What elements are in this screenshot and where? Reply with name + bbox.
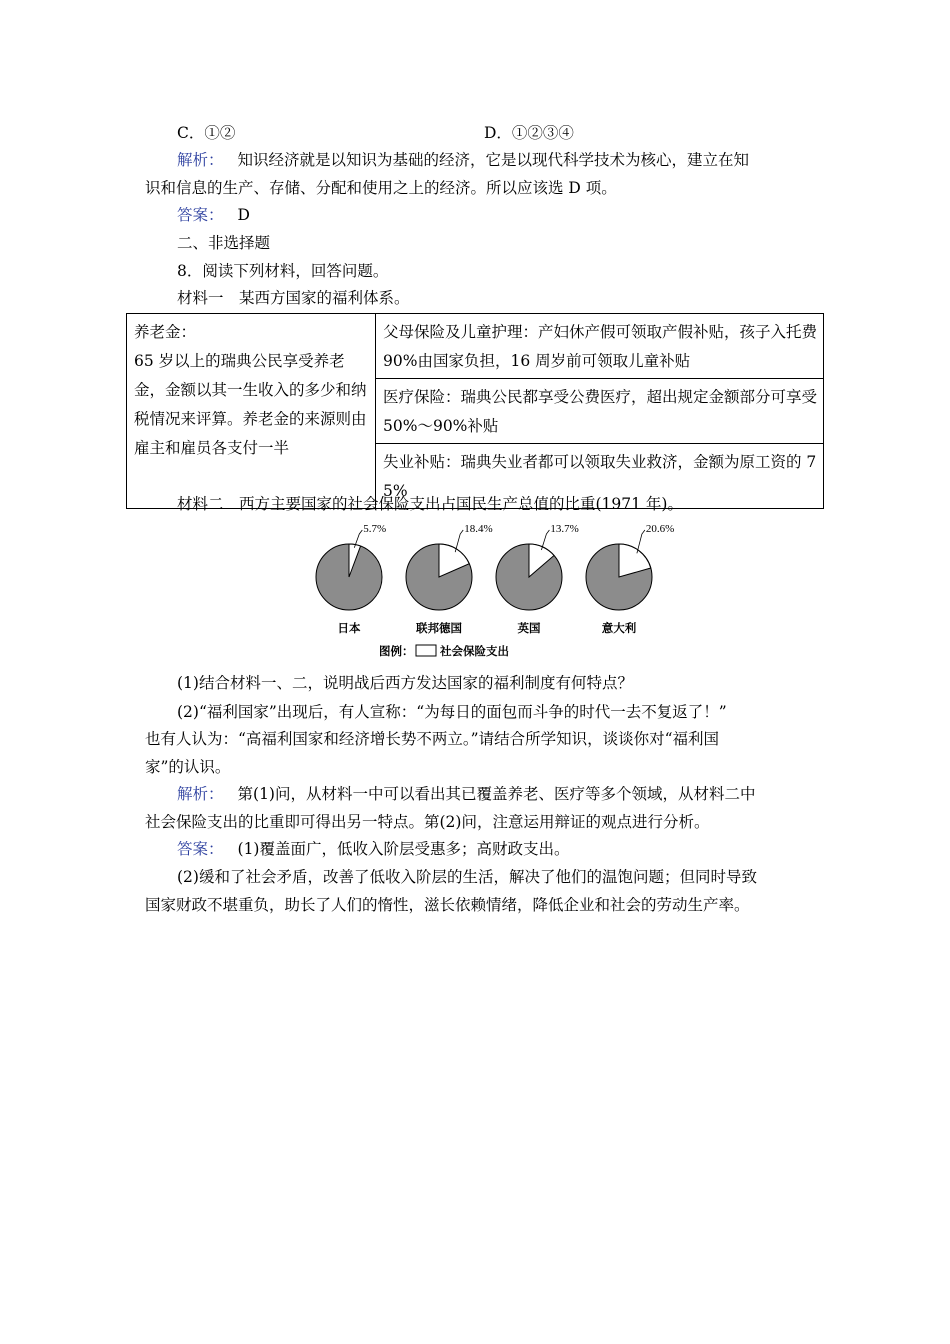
question-2-line-2: 也有人认为：“高福利国家和经济增长势不两立。”请结合所学知识，谈谈你对“福利国 xyxy=(145,730,720,748)
answer-label: 答案： xyxy=(177,206,224,224)
q7-analysis-line-1 xyxy=(177,150,749,170)
q8-stem: 8．阅读下列材料，回答问题。 xyxy=(177,262,389,280)
q7-answer-line xyxy=(177,205,250,225)
pie-leader-line xyxy=(541,530,549,550)
unemployment-cell: 失业补贴：瑞典失业者都可以领取失业救济，金额为原工资的 75% xyxy=(376,444,824,509)
pie-country-label: 联邦德国 xyxy=(416,623,462,635)
option-c: C．①② xyxy=(177,124,236,142)
social-insurance-pie-charts xyxy=(300,519,675,664)
option-d: D．①②③④ xyxy=(484,124,574,142)
pension-cell xyxy=(127,314,376,509)
pension-body: 65 岁以上的瑞典公民享受养老金，金额以其一生收入的多少和纳税情况来评算。养老金的来源则由雇主和雇员各支付一半 xyxy=(134,352,367,457)
q8-answer-line-1 xyxy=(177,839,569,859)
q8-answer-2-line-2: 国家财政不堪重负，助长了人们的惰性，滋长依赖情绪，降低企业和社会的劳动生产率。 xyxy=(145,896,750,914)
q8-analysis-line-2: 社会保险支出的比重即可得出另一特点。第(2)问，注意运用辩证的观点进行分析。 xyxy=(145,813,710,831)
pension-title: 养老金： xyxy=(134,323,197,341)
q8-answer-2-line-1: (2)缓和了社会矛盾，改善了低收入阶层的生活，解决了他们的温饱问题；但同时导致 xyxy=(177,868,757,886)
analysis-label: 解析： xyxy=(177,785,224,803)
pie-value-label: 5.7% xyxy=(363,523,387,535)
pie-value-label: 13.7% xyxy=(550,523,579,535)
welfare-table xyxy=(126,313,824,509)
q8-analysis-text-1: 第(1)问，从材料一中可以看出其已覆盖养老、医疗等多个领域，从材料二中 xyxy=(237,785,756,803)
parent-insurance-cell: 父母保险及儿童护理：产妇休产假可领取产假补贴，孩子入托费 90%由国家负担，16 周岁前可领取儿童补贴 xyxy=(376,314,824,379)
table-row xyxy=(127,314,824,379)
material-1-title: 材料一 某西方国家的福利体系。 xyxy=(177,289,410,307)
section-title: 二、非选择题 xyxy=(177,234,271,252)
legend-prefix: 图例： xyxy=(379,646,414,658)
legend-swatch xyxy=(416,645,436,656)
question-2-line-3: 家”的认识。 xyxy=(145,758,231,776)
question-2-line-1: (2)“福利国家”出现后，有人宣称：“为每日的面包而斗争的时代一去不复返了！” xyxy=(177,703,727,721)
analysis-label: 解析： xyxy=(177,151,224,169)
pie-value-label: 20.6% xyxy=(645,523,675,535)
pie-country-label: 英国 xyxy=(517,623,541,635)
q7-analysis-line-2: 识和信息的生产、存储、分配和使用之上的经济。所以应该选 D 项。 xyxy=(145,179,617,197)
pie-leader-line xyxy=(637,530,645,553)
legend-label: 社会保险支出 xyxy=(440,646,509,658)
question-1: (1)结合材料一、二，说明战后西方发达国家的福利制度有何特点？ xyxy=(177,674,633,692)
q8-analysis-line-1 xyxy=(177,784,755,804)
pie-value-label: 18.4% xyxy=(464,523,493,535)
pie-country-label: 意大利 xyxy=(601,623,637,635)
medical-insurance-cell: 医疗保险：瑞典公民都享受公费医疗，超出规定金额部分可享受 50%～90%补贴 xyxy=(376,379,824,444)
pie-leader-line xyxy=(455,530,463,552)
pie-country-label: 日本 xyxy=(337,623,361,635)
material-2-title: 材料二 西方主要国家的社会保险支出占国民生产总值的比重(1971 年)。 xyxy=(177,495,683,513)
q8-answer-text-1: (1)覆盖面广，低收入阶层受惠多；高财政支出。 xyxy=(237,840,570,858)
q7-answer-value: D xyxy=(237,206,250,224)
q7-analysis-text-1: 知识经济就是以知识为基础的经济，它是以现代科学技术为核心，建立在知 xyxy=(237,151,750,169)
answer-label: 答案： xyxy=(177,840,224,858)
